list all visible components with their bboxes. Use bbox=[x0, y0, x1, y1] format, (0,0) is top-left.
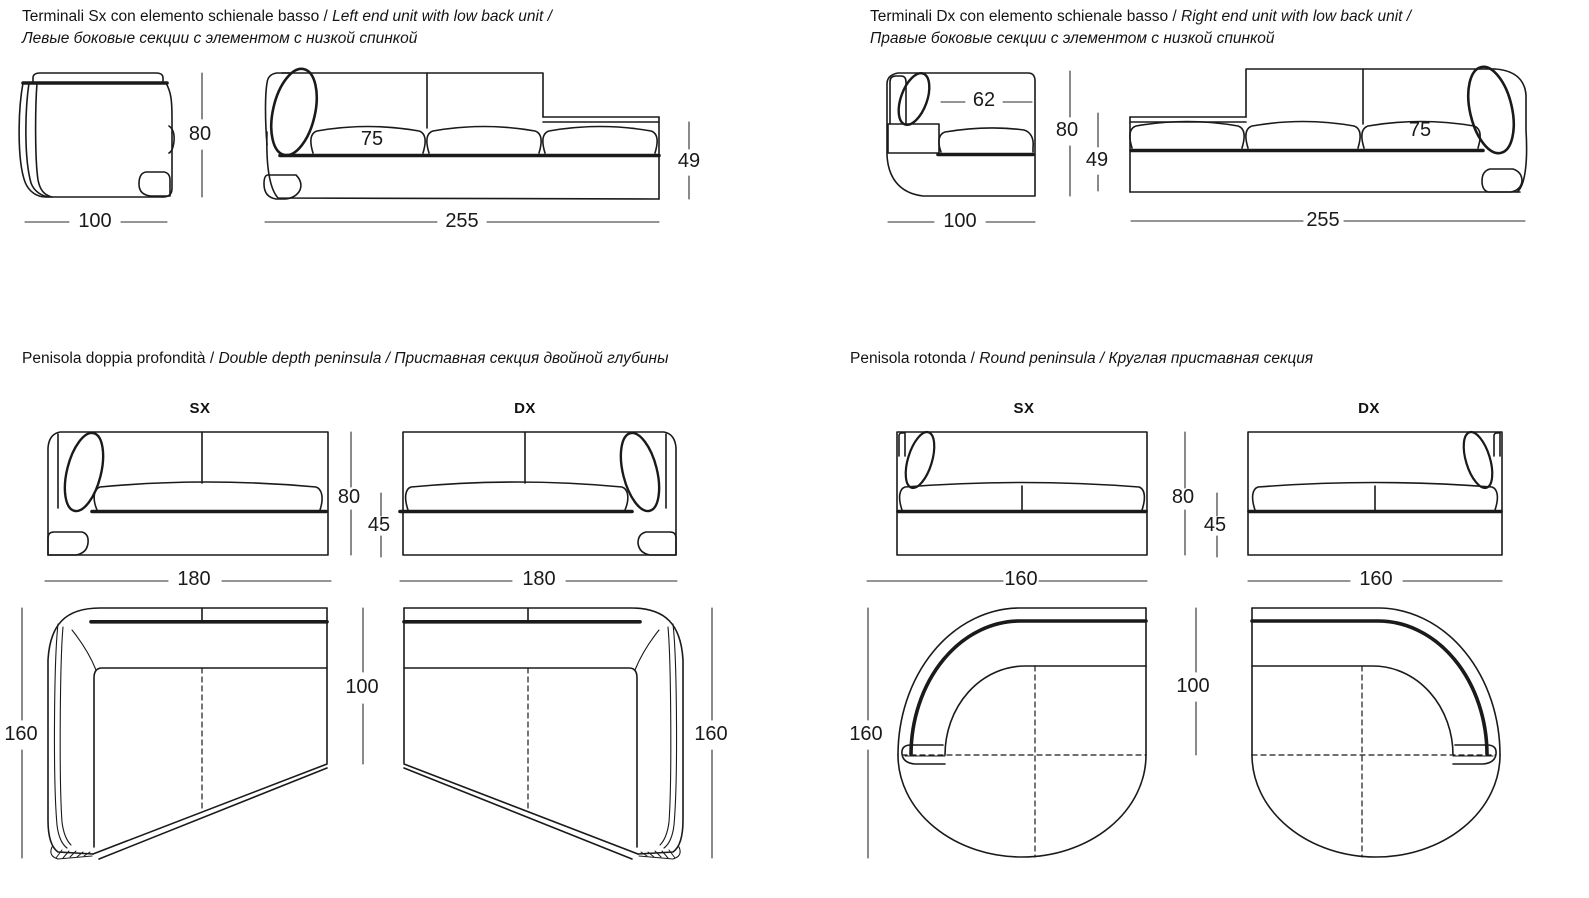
label-sx: SX bbox=[189, 400, 211, 417]
foot-detail bbox=[1482, 169, 1522, 192]
label-dx: DX bbox=[514, 400, 536, 417]
dim-width-sx: 160 bbox=[1004, 568, 1038, 590]
dim-side-height: 80 bbox=[1055, 119, 1079, 141]
dim-seat-width: 75 bbox=[360, 128, 384, 150]
dim-base-height: 45 bbox=[1203, 514, 1227, 536]
terminali-dx-drawings bbox=[795, 0, 1589, 310]
section-terminali-sx bbox=[0, 0, 795, 310]
title-english-russian: Double depth peninsula / Приставная секция двойной глубины bbox=[218, 350, 669, 367]
title-italian: Penisola doppia profondità / bbox=[22, 350, 215, 367]
dim-width-dx: 180 bbox=[522, 568, 556, 590]
section-penisola-rotonda bbox=[795, 340, 1589, 898]
dim-side-depth: 100 bbox=[78, 210, 112, 232]
dim-plan-depth-sx: 160 bbox=[4, 723, 38, 745]
foot-detail bbox=[139, 172, 170, 196]
penisola-doppia-drawings bbox=[0, 340, 795, 898]
right-end-front-view-drawing bbox=[1130, 62, 1527, 221]
title-italian: Terminali Sx con elemento schienale basso / bbox=[22, 8, 328, 25]
title-english: Left end unit with low back unit / bbox=[332, 8, 552, 25]
left-end-side-view-drawing bbox=[19, 73, 202, 222]
title-russian: Правые боковые секции с элементом с низкой спинкой bbox=[870, 30, 1275, 47]
title-english: Right end unit with low back unit / bbox=[1181, 8, 1412, 25]
title-italian: Penisola rotonda / bbox=[850, 350, 975, 367]
penisola-rotonda-drawings bbox=[795, 340, 1589, 898]
left-end-front-view-drawing bbox=[264, 64, 689, 222]
title-italian: Terminali Dx con elemento schienale basso / bbox=[870, 8, 1177, 25]
title-english-russian: Round peninsula / Круглая приставная секция bbox=[979, 350, 1314, 367]
double-depth-dx-elevation bbox=[400, 429, 677, 581]
dim-arm-depth: 62 bbox=[972, 89, 996, 111]
dim-plan-width: 100 bbox=[1176, 675, 1210, 697]
dim-seat-width: 75 bbox=[1408, 119, 1432, 141]
label-sx: SX bbox=[1013, 400, 1035, 417]
dim-total-width: 255 bbox=[1306, 209, 1340, 231]
double-depth-dx-plan-view bbox=[404, 608, 712, 859]
dim-side-height: 80 bbox=[188, 123, 212, 145]
dim-low-back-height: 49 bbox=[677, 150, 701, 172]
dim-base-height: 45 bbox=[367, 514, 391, 536]
dim-width-sx: 180 bbox=[177, 568, 211, 590]
round-dx-plan-view bbox=[1252, 608, 1500, 857]
dim-width-dx: 160 bbox=[1359, 568, 1393, 590]
section-terminali-dx bbox=[795, 0, 1589, 310]
dim-plan-width: 100 bbox=[345, 676, 379, 698]
dim-plan-depth: 160 bbox=[849, 723, 883, 745]
dim-side-depth: 100 bbox=[943, 210, 977, 232]
foot-detail bbox=[638, 532, 676, 555]
dim-total-width: 255 bbox=[445, 210, 479, 232]
section-penisola-doppia bbox=[0, 340, 795, 898]
round-dx-elevation bbox=[1248, 429, 1502, 581]
title-russian: Левые боковые секции с элементом с низкой спинкой bbox=[22, 30, 418, 47]
label-dx: DX bbox=[1358, 400, 1380, 417]
foot-detail bbox=[48, 532, 88, 555]
dim-height: 80 bbox=[337, 486, 361, 508]
dim-plan-depth-dx: 160 bbox=[694, 723, 728, 745]
dim-low-back-height: 49 bbox=[1085, 149, 1109, 171]
round-sx-plan-view bbox=[868, 608, 1196, 858]
dim-height: 80 bbox=[1171, 486, 1195, 508]
double-depth-sx-plan-view bbox=[22, 608, 363, 859]
